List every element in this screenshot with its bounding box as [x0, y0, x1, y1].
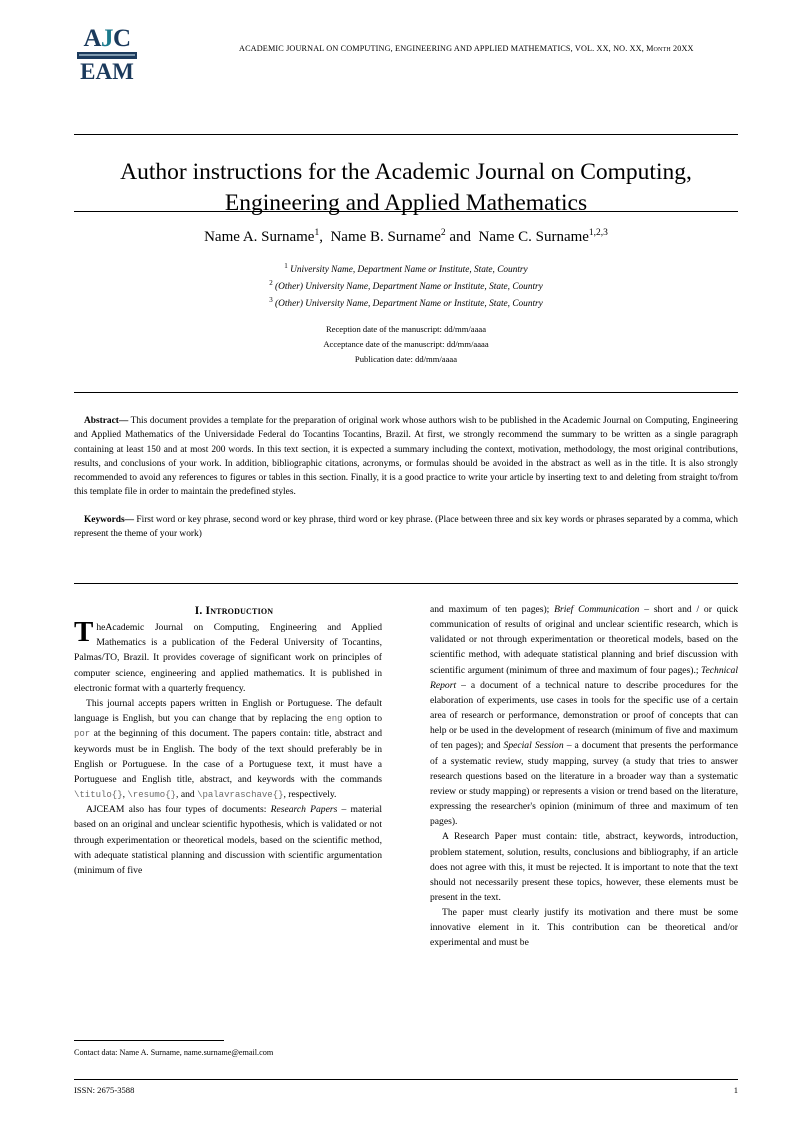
manuscript-dates: [74, 322, 738, 366]
author-list: [74, 228, 738, 247]
publication-date: Publication date: dd/mm/aaaa: [354, 353, 458, 364]
title-rule-top: [74, 134, 738, 135]
title-rule-bottom: [74, 211, 738, 212]
abstract-rule-top: [74, 392, 738, 393]
code-por: por: [74, 729, 91, 740]
p3-seg-a: AJCEAM also has four types of documents:: [86, 804, 271, 816]
keywords-paragraph: [74, 513, 738, 542]
p2-seg-f: , respectively.: [283, 789, 337, 800]
logo-letter-a: A: [83, 25, 101, 52]
logo-bottom-text: EAM: [80, 59, 134, 84]
author-1: [204, 229, 319, 245]
abstract-paragraph: [74, 414, 738, 500]
body-columns: [74, 602, 738, 1034]
code-palavraschave: \palavraschave{}: [197, 790, 284, 800]
abstract-text: This document provides a template for the preparation of original work whose authors wish to be published in the Academic Journal on Computing, Engineering and Applied Mathematics of the Universidade Federal do Tocantins Tocantins, Brazil. At first, we strongly recommend the summary to be written as a single paragraph containing at least 150 and at most 200 words. In this text section, it is expected a summary including the context, motivation, methodology, the most original contributions, results, and conclusions of your work. In addition, bibliographic citations, acronyms, or formulas should be avoided in the abstract as well as in the title. It is also strongly recommended to avoid any references to figures or tables in this section. Finally, it is a good practice to write your article by inserting text to and deleting from straight to/from this template file in order to maintain the predefined styles.: [74, 416, 738, 498]
p3-seg-b: – material based on an original and unclear scientific hypothesis, which is validated or not through experimentation or theoretical models, based on the scientific method, with adequate statistical planning and discussion with scientific argumentation (minimum of five: [74, 804, 382, 876]
intro-paragraph-1: [74, 616, 382, 696]
author-1-name: Name A. Surname: [204, 229, 315, 245]
affiliation-item: [74, 261, 738, 278]
affiliation-marker: 2: [269, 278, 273, 287]
rp1-seg-a: and maximum of ten pages);: [430, 604, 555, 615]
abstract-rule-bottom: [74, 583, 738, 584]
author-3-affil-marker: 1,2,3: [588, 228, 608, 238]
affiliation-list: [74, 261, 738, 311]
right-column: [430, 602, 738, 951]
p2-seg-c: at the beginning of this document. The papers contain: title, abstract and keywords must be in English. The body of the text should preferably be in English or Portuguese. In the case of a Portuguese text, it must have a Portuguese and English title, abstract, and keywords with the commands: [74, 728, 382, 785]
author-conjunction: and: [449, 229, 472, 245]
footer-rule: [74, 1079, 738, 1080]
issn-text: ISSN: 2675-3588: [74, 1085, 135, 1095]
drop-cap: T: [74, 616, 94, 649]
code-eng: eng: [326, 714, 343, 725]
author-2-name: Name B. Surname: [330, 229, 441, 245]
affiliation-item: [74, 278, 738, 295]
section-heading-introduction: I. Introduction: [194, 605, 274, 617]
logo-top-text: [74, 26, 140, 51]
rp1-seg-b: – short and / or quick communication of results of original and unclear scientific research, which is validated or not through experimentation or theoretical models, based on the scientific method, with adequate statistical planning and brief discussion with scientific argument (minimum of three and maximum of four pages).;: [430, 604, 739, 676]
code-resumo: \resumo{}: [127, 790, 177, 800]
rp1-seg-c: – a document of a technical nature to describe procedures for the elaboration of experiments, use cases in tools for the specific use of a certain area of research or performance, demonstration or proof of concepts that can help or be used in the development of research (minimum of five and maximum of ten pages); and: [430, 679, 738, 752]
left-column: [74, 602, 382, 878]
intro-paragraph-1-text: heAcademic Journal on Computing, Engineering and Applied Mathematics is a publication of the Federal University of Tocantins, Palmas/TO, Brazil. It provides coverage of significant work on principles of computer science, engineering and applied mathematics. It is published in electronic format with a quarterly frequency.: [74, 622, 382, 694]
journal-logo: [74, 26, 140, 83]
reception-date: Reception date of the manuscript: dd/mm/aaaa: [325, 324, 487, 334]
logo-divider-bar: [77, 52, 137, 59]
affiliation-marker: 1: [284, 262, 288, 270]
author-3: [479, 229, 608, 245]
contact-footnote: Contact data: Name A. Surname, name.surname@email.com: [74, 1048, 274, 1057]
running-header: [74, 26, 738, 86]
page-footer: [74, 1085, 738, 1095]
affiliation-marker: 3: [269, 295, 273, 304]
keywords-label: Keywords—: [84, 514, 134, 525]
affiliation-text: (Other) University Name, Department Name or Institute, State, Country: [275, 281, 543, 292]
author-separator-1: ,: [319, 229, 327, 245]
abstract-label: Abstract—: [84, 416, 129, 426]
running-head-text: ACADEMIC JOURNAL ON COMPUTING, ENGINEERING AND APPLIED MATHEMATICS, VOL. XX, NO. XX, Month 20XX: [239, 44, 694, 53]
intro-paragraph-2: [74, 696, 382, 802]
page-number: 1: [733, 1085, 738, 1095]
right-paragraph-3: The paper must clearly justify its motivation and there must be some innovative element in it. This contribution can be theoretical and/or experimental and must be: [430, 907, 738, 949]
right-paragraph-1: [430, 602, 738, 829]
doc-type-special-session: Special Session: [503, 740, 564, 752]
affiliation-text: University Name, Department Name or Institute, State, Country: [290, 265, 528, 276]
footnote-rule: [74, 1040, 224, 1041]
author-1-affil-marker: 1: [314, 228, 320, 238]
author-2-affil-marker: 2: [440, 228, 446, 238]
doc-type-brief-communication: Brief Communication: [554, 604, 640, 615]
affiliation-item: [74, 295, 738, 312]
right-paragraph-2: A Research Paper must contain: title, abstract, keywords, introduction, problem statement, solution, results, conclusions and bibliography, if an article does not agree with this, it must be rejected. It is important to note that the text should not necessarily present these topics, however, these elements must be present in the text.: [430, 831, 738, 903]
intro-paragraph-3: [74, 802, 382, 878]
doc-type-technical-report: Technical Report: [430, 664, 738, 691]
keywords-text: First word or key phrase, second word or key phrase, third word or key phrase. (Place between three and six key words or phrases separated by a comma, which represent the theme of your work): [74, 514, 738, 540]
rp1-seg-d: – a document that presents the performance of a systematic review, study mapping, survey (a study that tries to answer research questions based on the literature in a broader way than a systematic review or study mapping) or represents a vision or trend based on the literature, expressing the researcher's opinion (minimum of three and maximum of ten pages).: [430, 740, 738, 828]
p2-seg-b: option to: [342, 713, 382, 725]
author-2: [330, 229, 445, 245]
abstract-section: [74, 414, 738, 541]
acceptance-date: Acceptance date of the manuscript: dd/mm/aaaa: [323, 338, 489, 349]
code-titulo: \titulo{}: [74, 790, 123, 800]
p2-seg-e: , and: [176, 789, 198, 800]
author-3-name: Name C. Surname: [478, 229, 589, 245]
p2-seg-a: This journal accepts papers written in English or Portuguese. The default language is English, but you can change that by replacing the: [74, 697, 382, 725]
logo-letter-j: J: [101, 25, 113, 52]
p2-seg-d: ,: [122, 789, 128, 800]
affiliation-text: (Other) University Name, Department Name or Institute, State, Country: [275, 298, 543, 309]
logo-letter-c: C: [113, 25, 131, 52]
page-title: Author instructions for the Academic Journal on Computing, Engineering and Applied Mathematics: [120, 158, 692, 216]
doc-type-research-papers: Research Papers: [270, 804, 338, 816]
